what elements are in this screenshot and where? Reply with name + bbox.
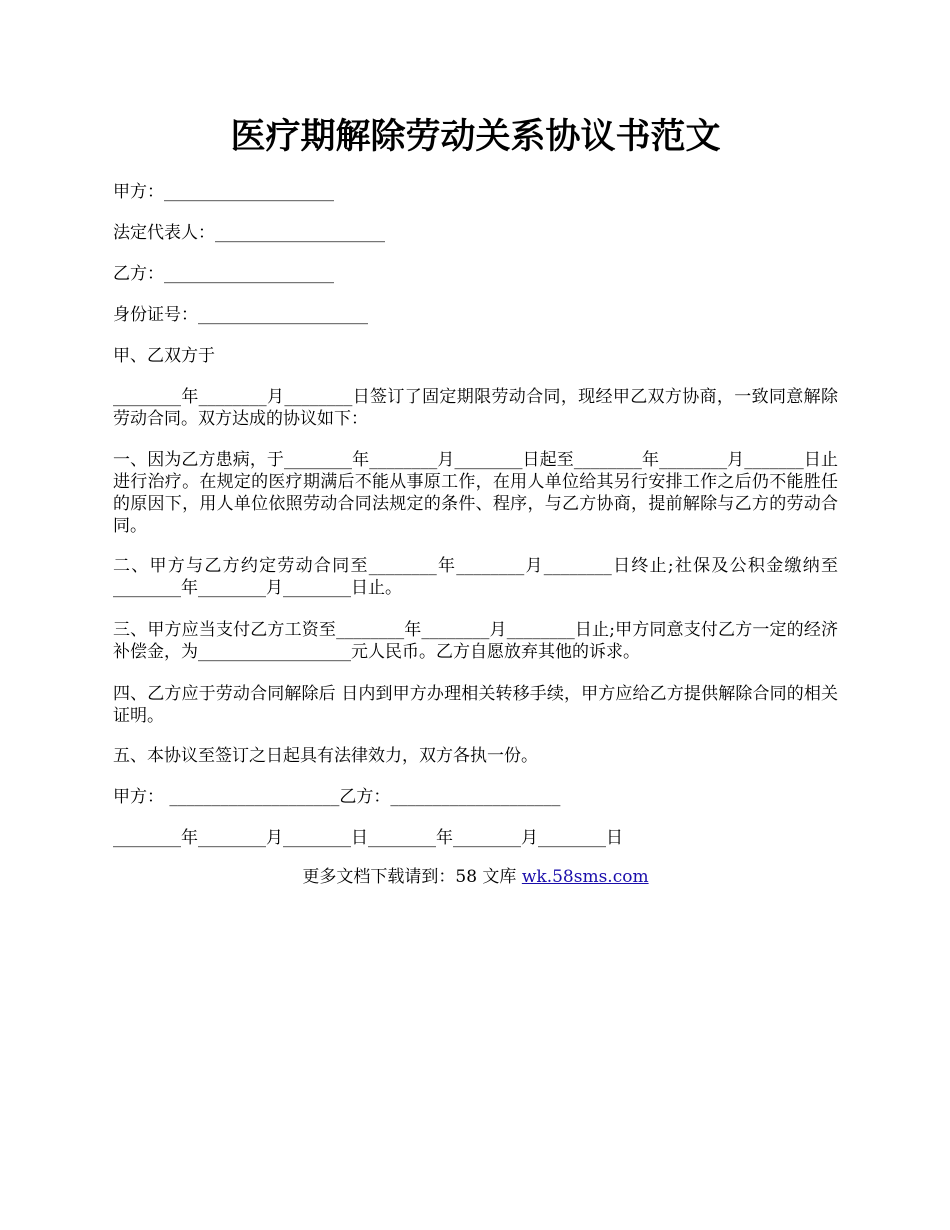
clause-5: 五、本协议至签订之日起具有法律效力，双方各执一份。 [113, 746, 538, 766]
intro-line: 甲、乙双方于 [113, 346, 215, 366]
clause-1: 一、因为乙方患病，于________年________月________日起至________年________月_______日止进行治疗。在规定的医疗期满后不能从事原工作，在用人单位给其另行安排工作之后仍不能胜任的原因下，用人单位依照劳动合同法规定的条件、程序，与乙方协商，提前解除与乙方的劳动合同。 [113, 450, 838, 536]
document-title: 医疗期解除劳动关系协议书范文 [230, 116, 721, 157]
footer-link[interactable]: wk.58sms.com [521, 867, 649, 887]
footer-text: 更多文档下载请到：58 文库 [302, 867, 522, 887]
party-b-field: 乙方：____________________ [113, 264, 334, 284]
id-number-field: 身份证号：____________________ [113, 305, 368, 325]
clause-3: 三、甲方应当支付乙方工资至________年________月________日止;甲方同意支付乙方一定的经济补偿金，为__________________元人民币。乙方自愿放弃其他的诉求。 [113, 620, 838, 662]
contract-paragraph: ________年________月________日签订了固定期限劳动合同，现经甲乙双方协商，一致同意解除劳动合同。双方达成的协议如下： [113, 387, 838, 429]
clause-2: 二、甲方与乙方约定劳动合同至________年________月________日终止;社保及公积金缴纳至________年________月________日止。 [113, 556, 838, 598]
legal-representative-field: 法定代表人：____________________ [113, 223, 385, 243]
clause-4: 四、乙方应于劳动合同解除后 日内到甲方办理相关转移手续，甲方应给乙方提供解除合同的相关证明。 [113, 684, 838, 726]
party-a-field: 甲方：____________________ [113, 182, 334, 202]
footer [113, 866, 838, 888]
signature-line: 甲方： ____________________乙方：____________________ [113, 787, 561, 807]
date-line: ________年________月________日________年________月________日 [113, 828, 623, 848]
